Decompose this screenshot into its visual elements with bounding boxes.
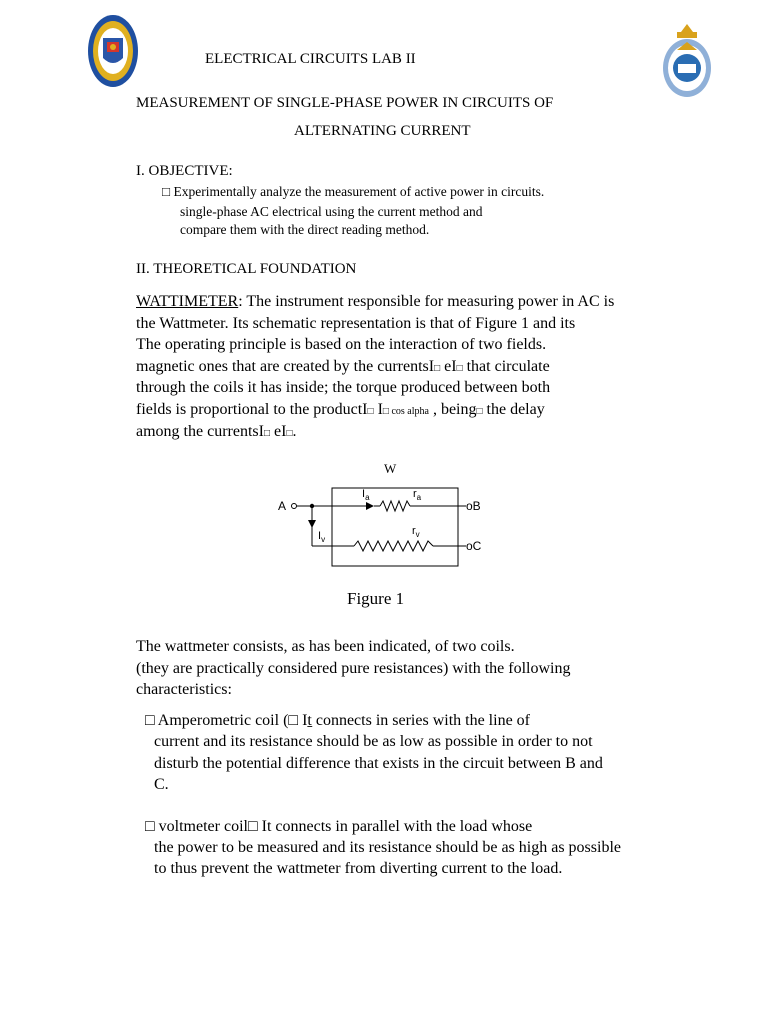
coils-intro-line-1: The wattmeter consists, as has been indicated, of two coils. xyxy=(136,638,515,655)
foundation-heading: II. THEORETICAL FOUNDATION xyxy=(136,261,357,277)
objective-text-1: Experimentally analyze the measurement of active power in circuits. xyxy=(173,184,545,199)
svg-text:Iv xyxy=(318,530,325,544)
cos-alpha-text: cos alpha xyxy=(388,406,429,417)
label-rv-sub: v xyxy=(415,530,420,539)
voltmeter-line-1: □ voltmeter coil□ It connects in parallel with the load whose xyxy=(145,818,533,835)
wattmeter-schematic xyxy=(270,458,500,570)
foundation-paragraph-line-2: the Wattmeter. Its schematic representation is that of Figure 1 and its xyxy=(136,315,576,332)
label-b: oB xyxy=(466,499,481,513)
lab-title: ELECTRICAL CIRCUITS LAB II xyxy=(205,51,416,67)
bullet-box: □ xyxy=(162,184,171,199)
wattmeter-term: WATTIMETER xyxy=(136,293,239,310)
foundation-line-1-rest: : The instrument responsible for measuring power in AC is xyxy=(238,293,615,310)
text-span: among the currentsI xyxy=(136,423,264,440)
svg-text:rv xyxy=(412,525,420,539)
document-title-line-2: ALTERNATING CURRENT xyxy=(294,123,471,139)
voltmeter-line-2: the power to be measured and its resistance should be as high as possible xyxy=(154,839,621,856)
label-iv: I xyxy=(318,530,322,542)
svg-text:Ia xyxy=(362,488,370,502)
text-span: , being xyxy=(428,401,477,418)
label-ra: r xyxy=(413,488,417,500)
text-span: fields is proportional to the productI xyxy=(136,401,368,418)
amperometric-line-4: C. xyxy=(154,776,169,793)
subscript-box: □ xyxy=(286,428,293,439)
label-ra-sub: a xyxy=(416,493,422,502)
label-c: oC xyxy=(466,539,482,553)
coils-intro-line-2: (they are practically considered pure resistances) with the following xyxy=(136,660,571,677)
text-span: . xyxy=(292,423,297,440)
text-span: the delay xyxy=(482,401,545,418)
text-span: that circulate xyxy=(462,358,550,375)
label-iv-sub: v xyxy=(321,535,326,544)
foundation-paragraph-line-6 xyxy=(136,401,545,419)
svg-text:ra xyxy=(413,488,422,502)
text-span: eI xyxy=(440,358,457,375)
subscript-box: □ xyxy=(263,428,270,439)
foundation-paragraph-line-1 xyxy=(136,293,614,311)
objective-line-1 xyxy=(162,184,544,200)
amperometric-line-1: □ Amperometric coil (□ Iṯ connects in series with the line of xyxy=(145,712,530,729)
document-title-line-1: MEASUREMENT OF SINGLE-PHASE POWER IN CIRCUITS OF xyxy=(136,95,554,111)
university-seal-left xyxy=(87,14,139,88)
text-span: eI xyxy=(270,423,287,440)
subscript-box: □ xyxy=(382,406,389,417)
foundation-paragraph-line-3: The operating principle is based on the interaction of two fields. xyxy=(136,336,547,353)
label-rv: r xyxy=(412,525,416,537)
text-span: I xyxy=(373,401,383,418)
subscript-box: □ xyxy=(434,363,441,374)
foundation-paragraph-line-7 xyxy=(136,423,296,441)
foundation-paragraph-line-5: through the coils it has inside; the torque produced between both xyxy=(136,379,551,396)
text-span: magnetic ones that are created by the currentsI xyxy=(136,358,435,375)
subscript-box: □ xyxy=(476,406,483,417)
voltmeter-line-3: to thus prevent the wattmeter from diverting current to the load. xyxy=(154,860,563,877)
amperometric-line-3: disturb the potential difference that exists in the circuit between B and xyxy=(154,755,603,772)
objective-line-2: single-phase AC electrical using the current method and xyxy=(180,204,483,219)
subscript-box: □ xyxy=(456,363,463,374)
university-seal-right xyxy=(660,22,714,98)
foundation-paragraph-line-4 xyxy=(136,358,550,376)
label-a: A xyxy=(278,499,287,513)
coils-intro-line-3: characteristics: xyxy=(136,681,232,698)
label-ia: I xyxy=(362,488,366,500)
subscript-box: □ xyxy=(367,406,374,417)
label-ia-sub: a xyxy=(365,493,370,502)
figure-caption: Figure 1 xyxy=(347,589,405,608)
amperometric-line-2: current and its resistance should be as low as possible in order to not xyxy=(154,733,593,750)
objective-line-3: compare them with the direct reading method. xyxy=(180,222,430,237)
label-w: W xyxy=(384,461,397,476)
objective-heading: I. OBJECTIVE: xyxy=(136,163,233,179)
